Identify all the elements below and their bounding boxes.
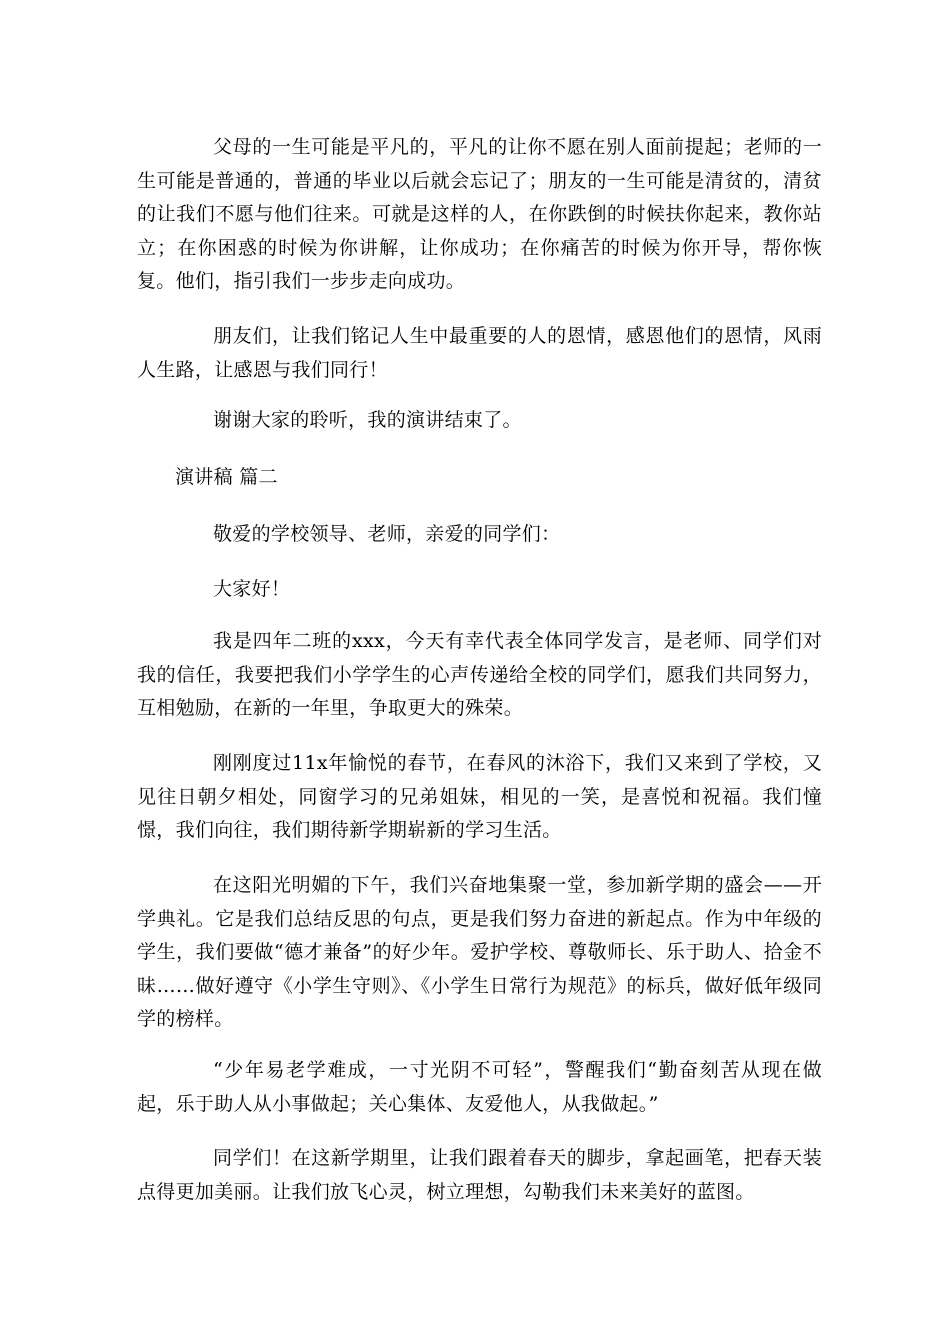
paragraph-proverb: “少年易老学难成，一寸光阴不可轻”，警醒我们“勤奋刻苦从现在做起，乐于助人从小事做起；关心集体、友爱他人，从我做起。” [137,1059,822,1115]
paragraph-gratitude: 朋友们，让我们铭记人生中最重要的人的恩情，感恩他们的恩情，风雨人生路，让感恩与我们同行！ [137,325,822,381]
paragraph-greeting: 大家好！ [213,578,291,600]
section-heading: 演讲稿 篇二 [175,466,278,488]
paragraph-parents-teachers-friends: 父母的一生可能是平凡的，平凡的让你不愿在别人面前提起；老师的一生可能是普通的，普通的毕业以后就会忘记了；朋友的一生可能是清贫的，清贫的让我们不愿与他们往来。可就是这样的人，在你跌倒的时候扶你起来，教你站立；在你困惑的时候为你讲解，让你成功；在你痛苦的时候为你开导，帮你恢复。他们，指引我们一步步走向成功。 [137,136,822,292]
paragraph-new-semester: 同学们！在这新学期里，让我们跟着春天的脚步，拿起画笔，把春天装点得更加美丽。让我们放飞心灵，树立理想，勾勒我们未来美好的蓝图。 [137,1147,822,1203]
paragraph-spring-festival: 刚刚度过11x年愉悦的春节，在春风的沐浴下，我们又来到了学校，又见往日朝夕相处，同窗学习的兄弟姐妹，相见的一笑，是喜悦和祝福。我们憧憬，我们向往，我们期待新学期崭新的学习生活。 [137,752,822,841]
paragraph-salutation: 敬爱的学校领导、老师，亲爱的同学们： [213,523,561,545]
paragraph-opening-ceremony: 在这阳光明媚的下午，我们兴奋地集聚一堂，参加新学期的盛会——开学典礼。它是我们总结反思的句点，更是我们努力奋进的新起点。作为中年级的学生，我们要做“德才兼备”的好少年。爱护学校、尊敬师长、乐于助人、拾金不昧……做好遵守《小学生守则》、《小学生日常行为规范》的标兵，做好低年级同学的榜样。 [137,874,822,1030]
paragraph-introduction: 我是四年二班的xxx，今天有幸代表全体同学发言，是老师、同学们对我的信任，我要把我们小学学生的心声传递给全校的同学们，愿我们共同努力，互相勉励，在新的一年里，争取更大的殊荣。 [137,630,822,719]
paragraph-thanks: 谢谢大家的聆听，我的演讲结束了。 [213,409,522,431]
